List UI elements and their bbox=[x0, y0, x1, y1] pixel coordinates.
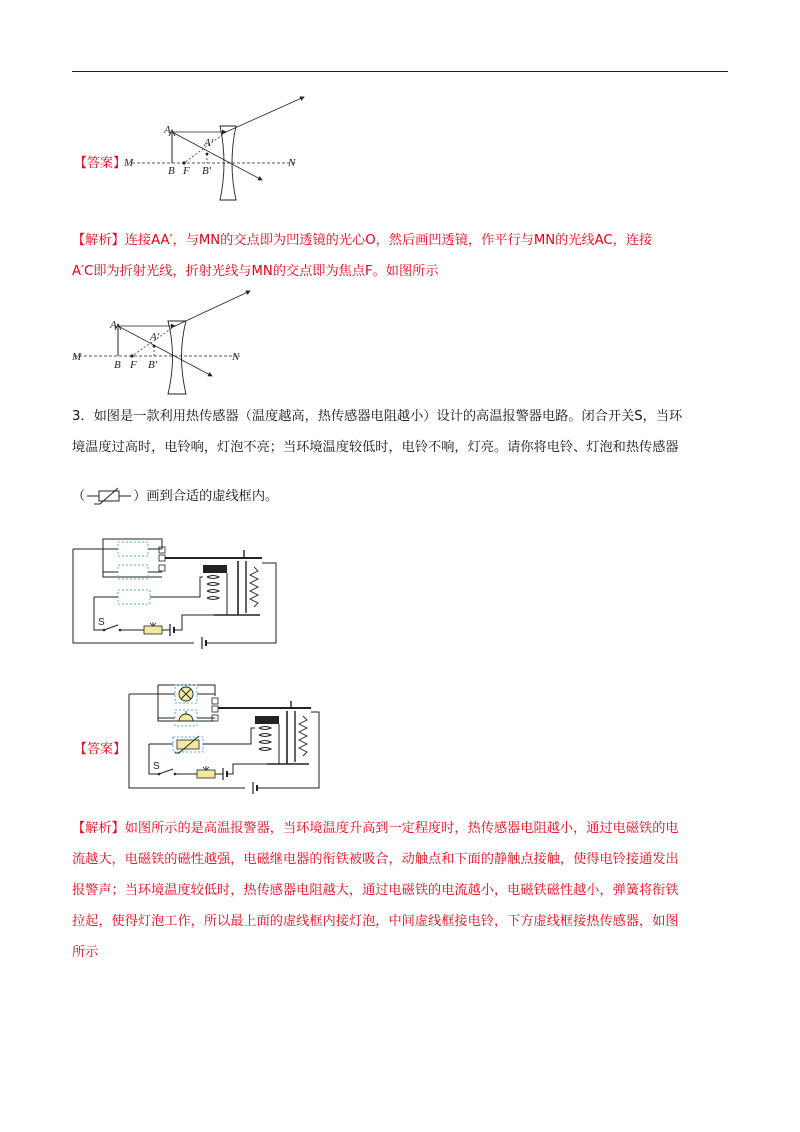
label-A: A bbox=[110, 319, 117, 331]
lens-figure-analysis bbox=[62, 288, 262, 398]
header-rule bbox=[72, 71, 728, 72]
label-A: A bbox=[164, 124, 171, 136]
dashed-box-bottom[interactable] bbox=[118, 590, 150, 604]
dashed-box-top[interactable] bbox=[118, 542, 148, 556]
label-N: N bbox=[232, 351, 240, 363]
label-B-prime: B′ bbox=[148, 359, 158, 371]
q2-analysis-line-1: 【解析】连接AA′，与MN的交点即为凹透镜的光心O，然后画凹透镜，作平行与MN的光线AC，连接 bbox=[72, 233, 653, 248]
switch-label-S: S bbox=[153, 761, 160, 772]
label-F: F bbox=[130, 359, 137, 371]
q3-question-line-1: 3．如图是一款利用热传感器（温度越高，热传感器电阻越小）设计的高温报警器电路。闭合开关S，当环 bbox=[72, 409, 683, 424]
q3-analysis-line-5: 所示 bbox=[72, 945, 99, 960]
thermistor-icon bbox=[177, 740, 199, 749]
q3-analysis-line-2: 流越大，电磁铁的磁性越强，电磁继电器的衔铁被吸合，动触点和下面的静触点接触，使得电铃接通发出 bbox=[72, 852, 679, 867]
answer-label: 【答案】 bbox=[74, 742, 127, 757]
lens-figure-answer bbox=[122, 92, 322, 202]
alarm-circuit-answer bbox=[127, 676, 327, 801]
q3-question-line-3 bbox=[72, 481, 278, 512]
q3-analysis-line-4: 拉起，使得灯泡工作，所以最上面的虚线框内接灯泡，中间虚线框接电铃，下方虚线框接热传感器，如图 bbox=[72, 914, 679, 929]
q2-analysis-line-2: A′C即为折射光线，折射光线与MN的交点即为焦点F。如图所示 bbox=[72, 264, 439, 279]
thermistor-symbol-icon bbox=[85, 485, 133, 507]
label-A-prime: A′ bbox=[150, 331, 160, 343]
label-F: F bbox=[183, 165, 190, 177]
paren-close: ）画到合适的虚线框内。 bbox=[133, 489, 279, 504]
paren-open: （ bbox=[72, 489, 86, 504]
label-A-prime: A′ bbox=[204, 137, 214, 149]
label-B: B bbox=[168, 165, 175, 177]
q3-analysis-line-1: 【解析】如图所示的是高温报警器，当环境温度升高到一定程度时，热传感器电阻越小，通过电磁铁的电 bbox=[72, 821, 679, 836]
label-M: M bbox=[124, 157, 134, 169]
answer-label: 【答案】 bbox=[74, 156, 127, 171]
label-B: B bbox=[114, 359, 121, 371]
q3-question-line-2: 境温度过高时，电铃响，灯泡不亮；当环境温度较低时，电铃不响，灯亮。请你将电铃、灯泡和热传感器 bbox=[72, 440, 679, 455]
switch-label-S: S bbox=[98, 617, 105, 628]
bell-icon bbox=[179, 714, 193, 721]
alarm-circuit-question bbox=[70, 525, 280, 655]
q3-analysis-line-3: 报警声；当环境温度较低时，热传感器电阻越大，通过电磁铁的电流越小，电磁铁磁性越小，弹簧将衔铁 bbox=[72, 883, 679, 898]
label-M: M bbox=[72, 351, 82, 363]
label-B-prime: B′ bbox=[202, 165, 212, 177]
label-N: N bbox=[288, 157, 296, 169]
